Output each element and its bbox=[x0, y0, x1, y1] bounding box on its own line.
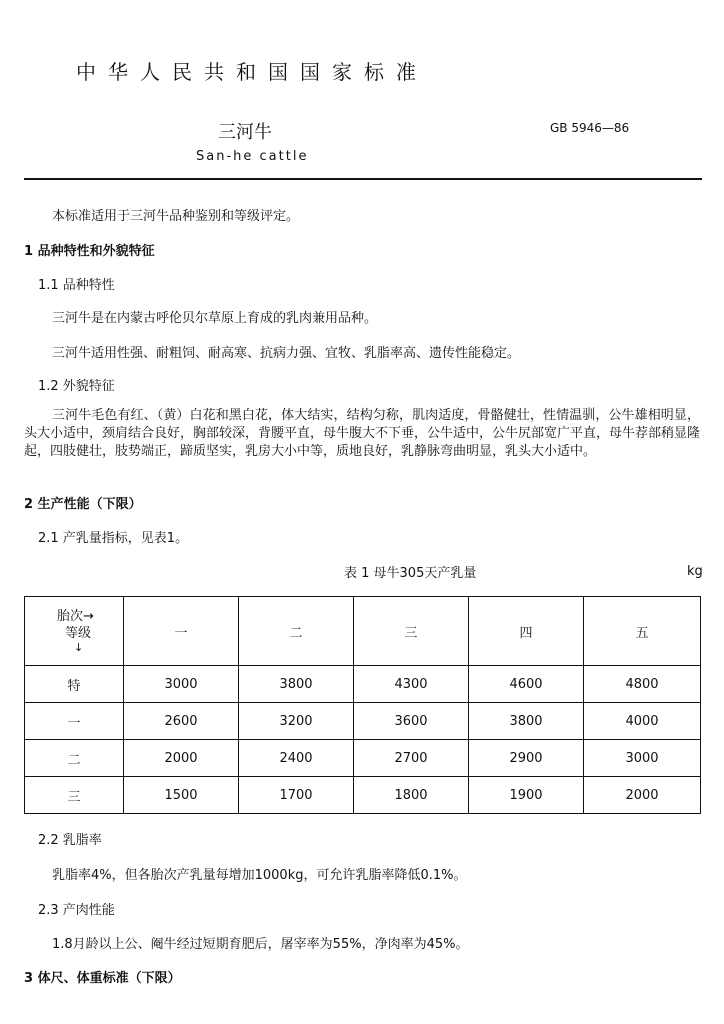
table-row bbox=[25, 777, 701, 814]
paragraph-milk-fat: 乳脂率4%，但各胎次产乳量每增加1000kg，可允许乳脂率降低0.1%。 bbox=[52, 868, 467, 883]
milk-yield-table bbox=[24, 596, 701, 814]
row-grade: 一 bbox=[25, 703, 124, 740]
column-header: 一 bbox=[124, 597, 239, 666]
row-grade: 三 bbox=[25, 777, 124, 814]
section-3-heading: 3 体尺、体重标准（下限） bbox=[24, 971, 181, 986]
section-2-heading: 2 生产性能（下限） bbox=[24, 497, 142, 512]
scope-paragraph: 本标准适用于三河牛品种鉴别和等级评定。 bbox=[52, 209, 300, 224]
paragraph-appearance: 三河牛毛色有红、（黄）白花和黑白花，体大结实，结构匀称，肌肉适度，骨骼健壮，性情温驯，公牛雄相明显，头大小适中，颈肩结合良好，胸部较深，背腰平直，母牛腹大不下垂，公牛适中，公牛尻部宽广平直，母牛荐部稍显隆起，四肢健壮，肢势端正，蹄质坚实，乳房大小中等，质地良好，乳静脉弯曲明显，乳头大小适中。 bbox=[24, 408, 701, 459]
table-cell: 4000 bbox=[584, 703, 701, 740]
subsection-2-2-heading: 2.2 乳脂率 bbox=[38, 833, 102, 848]
standard-number: GB 5946—86 bbox=[550, 121, 630, 135]
paragraph-adaptability: 三河牛适用性强、耐粗饲、耐高寒、抗病力强、宜牧、乳脂率高、遗传性能稳定。 bbox=[52, 346, 521, 361]
table-cell: 3600 bbox=[354, 703, 469, 740]
table-header-row bbox=[25, 597, 701, 666]
column-header: 五 bbox=[584, 597, 701, 666]
row-grade: 二 bbox=[25, 740, 124, 777]
table-cell: 4800 bbox=[584, 666, 701, 703]
column-header: 二 bbox=[239, 597, 354, 666]
table-cell: 2400 bbox=[239, 740, 354, 777]
table-cell: 2900 bbox=[469, 740, 584, 777]
table-cell: 3800 bbox=[239, 666, 354, 703]
table-unit: kg bbox=[687, 564, 703, 579]
standard-title: 三河牛 bbox=[218, 122, 272, 143]
subsection-2-3-heading: 2.3 产肉性能 bbox=[38, 903, 115, 918]
table-cell: 3000 bbox=[124, 666, 239, 703]
table-cell: 1900 bbox=[469, 777, 584, 814]
standard-subtitle: San-he cattle bbox=[196, 149, 309, 164]
table-cell: 1500 bbox=[124, 777, 239, 814]
subsection-1-2-heading: 1.2 外貌特征 bbox=[38, 379, 115, 394]
table-cell: 2000 bbox=[584, 777, 701, 814]
table-cell: 4600 bbox=[469, 666, 584, 703]
paragraph-meat: 1.8月龄以上公、阉牛经过短期育肥后，屠宰率为55%，净肉率为45%。 bbox=[52, 937, 469, 952]
table-corner-cell bbox=[25, 597, 124, 666]
table-cell: 1700 bbox=[239, 777, 354, 814]
table-cell: 2700 bbox=[354, 740, 469, 777]
table-cell: 1800 bbox=[354, 777, 469, 814]
table-caption: 表 1 母牛305天产乳量 bbox=[344, 566, 477, 581]
table-row bbox=[25, 703, 701, 740]
header-divider bbox=[24, 178, 702, 180]
table-row bbox=[25, 740, 701, 777]
table-cell: 4300 bbox=[354, 666, 469, 703]
column-header: 三 bbox=[354, 597, 469, 666]
table-row bbox=[25, 666, 701, 703]
table-cell: 3000 bbox=[584, 740, 701, 777]
corner-label-parity: 胎次→ bbox=[57, 609, 94, 624]
subsection-2-1-heading: 2.1 产乳量指标，见表1。 bbox=[38, 531, 189, 546]
subsection-1-1-heading: 1.1 品种特性 bbox=[38, 278, 115, 293]
down-arrow-icon: ↓ bbox=[74, 641, 84, 654]
table-cell: 2600 bbox=[124, 703, 239, 740]
table-cell: 3800 bbox=[469, 703, 584, 740]
table-cell: 3200 bbox=[239, 703, 354, 740]
section-1-heading: 1 品种特性和外貌特征 bbox=[24, 244, 155, 259]
table-cell: 2000 bbox=[124, 740, 239, 777]
column-header: 四 bbox=[469, 597, 584, 666]
document-header: 中华人民共和国国家标准 bbox=[76, 60, 428, 84]
corner-label-grade: 等级 bbox=[65, 626, 92, 641]
paragraph-breed: 三河牛是在内蒙古呼伦贝尔草原上育成的乳肉兼用品种。 bbox=[52, 311, 378, 326]
row-grade: 特 bbox=[25, 666, 124, 703]
